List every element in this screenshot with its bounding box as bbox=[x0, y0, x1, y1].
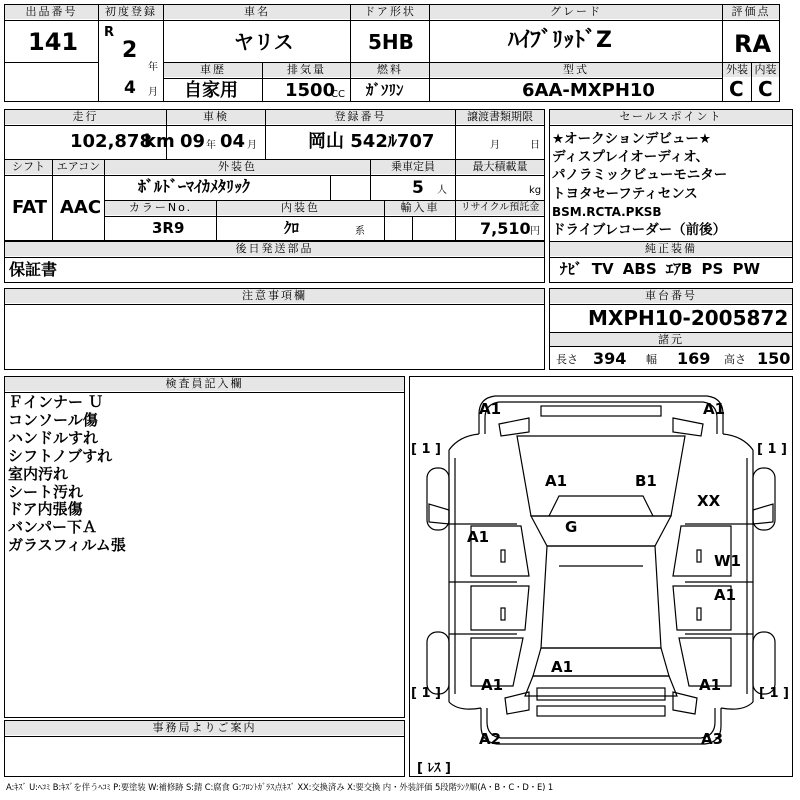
note-item: Ｆインナー Ｕ bbox=[8, 393, 104, 411]
ext-color-label: 外装色 bbox=[105, 160, 370, 174]
inspection-year-unit: 年 bbox=[206, 140, 216, 151]
sales-point-item: ★オークションデビュー★ bbox=[552, 131, 711, 147]
first-reg-month: 4 bbox=[124, 78, 136, 98]
sales-point-item: パノラミックビューモニター bbox=[552, 167, 728, 184]
tire-rl: [ 1 ] bbox=[411, 686, 441, 701]
ext-color-value: ﾎﾞﾙﾄﾞｰﾏｲｶﾒﾀﾘｯｸ bbox=[138, 177, 251, 196]
transfer-label: 譲渡書類期限 bbox=[456, 110, 544, 124]
length-value: 394 bbox=[593, 349, 627, 368]
width-label: 幅 bbox=[646, 353, 657, 366]
equipment-value: ﾅﾋﾞ TV ABS ｴｱB PS PW bbox=[560, 260, 761, 278]
inspection-year: 09 bbox=[180, 131, 206, 152]
mark-roof: G bbox=[565, 518, 578, 536]
door-label: ドア形状 bbox=[351, 5, 429, 19]
note-item: 室内汚れ bbox=[8, 464, 69, 483]
displacement-unit: CC bbox=[331, 89, 345, 100]
first-reg-month-unit: 月 bbox=[148, 87, 158, 98]
sales-point-item: ドライブレコーダー（前後） bbox=[552, 222, 727, 239]
car-name: ヤリス bbox=[234, 30, 294, 54]
mark-trunk: A1 bbox=[551, 658, 574, 676]
ac-value: AAC bbox=[60, 197, 102, 218]
mark-front-left: A1 bbox=[479, 400, 502, 418]
office-label: 事務局よりご案内 bbox=[5, 721, 404, 735]
capacity-value: 5 bbox=[412, 178, 424, 198]
chassis-label: 車台番号 bbox=[550, 289, 792, 303]
ac-label: エアコン bbox=[53, 160, 104, 174]
mark-right-rear-door: A1 bbox=[714, 586, 737, 604]
note-item: コンソール傷 bbox=[8, 410, 98, 429]
note-item: シフトノブすれ bbox=[8, 446, 113, 465]
tire-rr: [ 1 ] bbox=[759, 686, 789, 701]
equipment-label: 純正装備 bbox=[550, 242, 792, 256]
tire-fl: [ 1 ] bbox=[411, 442, 441, 457]
specs-label: 諸元 bbox=[550, 333, 792, 346]
mileage-label: 走行 bbox=[5, 110, 166, 124]
recycle-value: 7,510 bbox=[480, 219, 531, 238]
mark-right-front-fender: XX bbox=[697, 492, 721, 510]
recycle-label: リサイクル預託金 bbox=[456, 201, 544, 215]
later-items-label: 後日発送部品 bbox=[5, 242, 544, 256]
lot-number: 141 bbox=[28, 28, 79, 56]
capacity-label: 乗車定員 bbox=[371, 160, 455, 174]
transfer-day-unit: 日 bbox=[530, 140, 540, 151]
ext-label: 外装 bbox=[723, 63, 751, 77]
int-label: 内装 bbox=[752, 63, 779, 77]
length-label: 長さ bbox=[556, 353, 578, 366]
chassis-number: MXPH10-2005872 bbox=[588, 306, 789, 330]
transfer-month-unit: 月 bbox=[490, 140, 500, 151]
int-color-value: ｸﾛ bbox=[284, 219, 300, 237]
score-value: RA bbox=[734, 30, 772, 58]
mark-rear-left: A1 bbox=[481, 676, 504, 694]
mark-front-right: A1 bbox=[703, 400, 726, 418]
sales-points-list bbox=[552, 130, 727, 239]
car-diagram bbox=[409, 376, 793, 777]
width-value: 169 bbox=[677, 349, 711, 368]
history-value: 自家用 bbox=[184, 80, 238, 101]
fuel-value: ｶﾞｿﾘﾝ bbox=[366, 81, 404, 99]
lot-label: 出品番号 bbox=[5, 5, 98, 19]
mark-hood-left: A1 bbox=[545, 472, 568, 490]
history-label: 車歴 bbox=[164, 63, 262, 77]
height-value: 150 bbox=[757, 349, 791, 368]
door-type: 5HB bbox=[368, 30, 414, 54]
shift-value: FAT bbox=[12, 197, 48, 218]
max-load-label: 最大積載量 bbox=[456, 160, 544, 174]
mark-hood-right: B1 bbox=[635, 472, 657, 490]
first-reg-label: 初度登録 bbox=[99, 5, 163, 19]
sales-points-label: セールスポイント bbox=[550, 110, 792, 124]
note-item: ドア内張傷 bbox=[8, 500, 83, 519]
inspection-month: 04 bbox=[220, 131, 246, 152]
sales-point-item: ディスプレイオーディオ、 bbox=[552, 149, 710, 166]
registration-label: 登録番号 bbox=[266, 110, 455, 124]
score-label: 評価点 bbox=[723, 5, 779, 19]
mark-right-front-door: W1 bbox=[714, 552, 741, 570]
mark-rear-right: A1 bbox=[699, 676, 722, 694]
later-items-value: 保証書 bbox=[9, 260, 58, 279]
ext-score: C bbox=[729, 77, 744, 101]
int-color-unit: 系 bbox=[355, 226, 365, 237]
shift-label: シフト bbox=[5, 160, 52, 174]
max-load-unit: kg bbox=[529, 185, 542, 196]
model-value: 6AA-MXPH10 bbox=[522, 80, 655, 101]
sales-point-item: トヨタセーフティセンス bbox=[552, 185, 698, 202]
note-item: ガラスフィルム張 bbox=[8, 536, 126, 555]
note-item: シート汚れ bbox=[8, 482, 84, 501]
inspector-notes bbox=[8, 394, 126, 555]
mileage-value: 102,878 bbox=[70, 131, 152, 152]
first-reg-year-unit: 年 bbox=[148, 62, 158, 73]
first-reg-year: 2 bbox=[122, 38, 138, 63]
recycle-unit: 円 bbox=[530, 226, 540, 237]
grade-label: グレード bbox=[430, 5, 722, 19]
color-no-label: カラーNo. bbox=[105, 201, 216, 215]
mark-rear-bumper-left: A2 bbox=[479, 730, 502, 748]
first-reg-era: R bbox=[104, 25, 115, 40]
mark-left-front-door: A1 bbox=[467, 528, 490, 546]
note-item: バンパー下Ａ bbox=[8, 518, 97, 537]
caution-label: 注意事項欄 bbox=[5, 289, 544, 303]
inspection-label: 車検 bbox=[167, 110, 265, 124]
capacity-unit: 人 bbox=[437, 185, 447, 196]
inspection-month-unit: 月 bbox=[247, 140, 257, 151]
car-name-label: 車名 bbox=[164, 5, 350, 19]
int-color-label: 内装色 bbox=[217, 201, 384, 215]
import-label: 輸入車 bbox=[385, 201, 455, 215]
height-label: 高さ bbox=[724, 353, 746, 366]
tire-fr: [ 1 ] bbox=[757, 442, 787, 457]
inspector-label: 検査員記入欄 bbox=[5, 377, 404, 391]
spare-tire: [ ﾚｽ ] bbox=[417, 761, 451, 776]
fuel-label: 燃料 bbox=[351, 63, 429, 77]
legend: A:ｷｽﾞ U:ﾍｺﾐ B:ｷｽﾞを伴うﾍｺﾐ P:要塗装 W:補修跡 S:錆 C:腐食 G:ﾌﾛﾝﾄｶﾞﾗｽ点ｷｽﾞ XX:交換済み X:要交換 内・外装評価 5段階ﾗﾝｸ順(A・B・C・D・E) 1 bbox=[6, 782, 554, 792]
grade-value: ﾊｲﾌﾞﾘｯﾄﾞZ bbox=[508, 28, 612, 53]
int-score: C bbox=[758, 77, 773, 101]
displacement-label: 排気量 bbox=[263, 63, 350, 77]
displacement-value: 1500 bbox=[285, 80, 336, 101]
sales-point-item: BSM.RCTA.PKSB bbox=[552, 204, 662, 219]
mark-rear-bumper-right: A3 bbox=[701, 730, 724, 748]
mileage-unit: km bbox=[144, 131, 175, 152]
model-label: 型式 bbox=[430, 63, 722, 77]
color-no-value: 3R9 bbox=[152, 219, 185, 237]
note-item: ハンドルすれ bbox=[8, 428, 99, 447]
registration-value: 岡山 542ﾙ707 bbox=[308, 131, 435, 152]
